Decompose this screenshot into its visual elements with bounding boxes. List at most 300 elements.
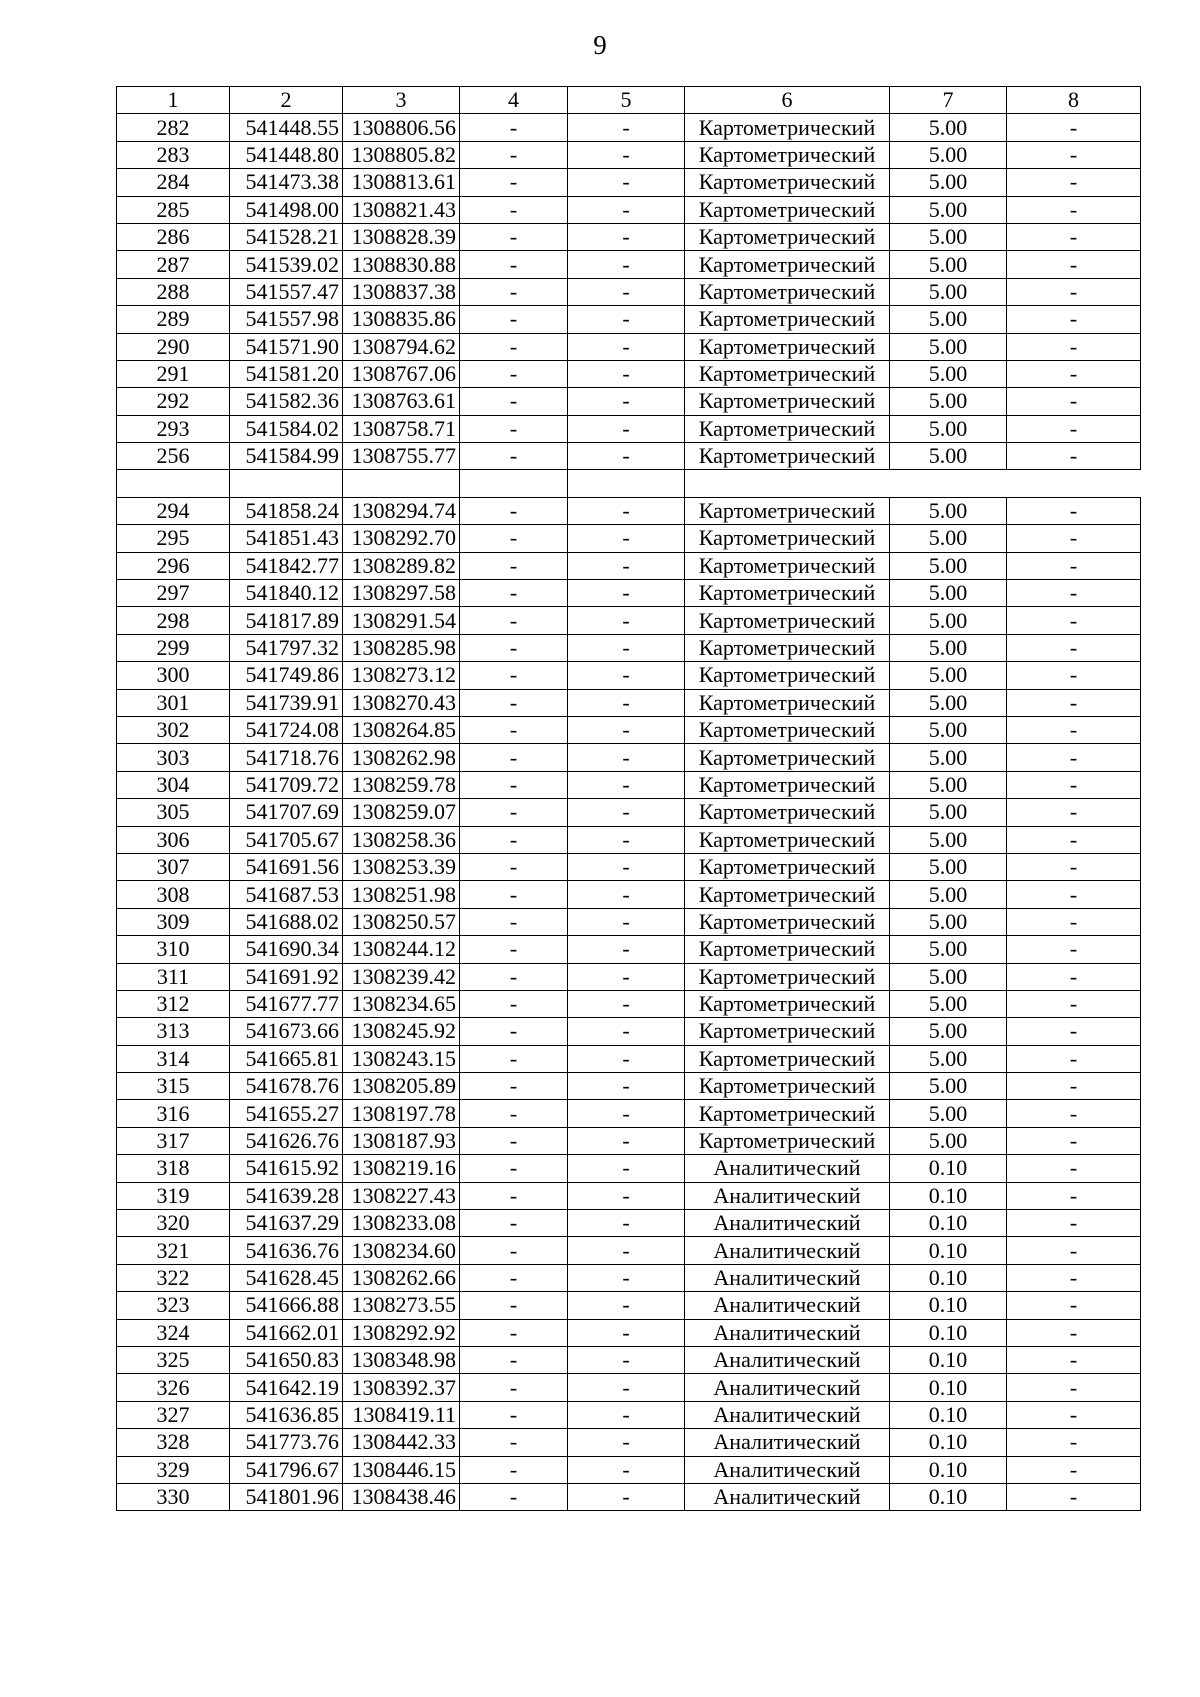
table-cell: Картометрический [685,196,890,223]
table-row [117,744,1141,771]
table-cell: - [568,1210,685,1237]
table-cell: - [460,388,568,415]
table-row [117,1210,1141,1237]
table-cell: - [1007,1045,1141,1072]
table-row [117,936,1141,963]
table-cell: - [1007,990,1141,1017]
table-cell: - [568,1346,685,1373]
table-cell: - [460,1292,568,1319]
table-cell: Картометрический [685,799,890,826]
table-cell: Картометрический [685,278,890,305]
table-cell: - [460,141,568,168]
table-cell: 1308244.12 [343,936,460,963]
table-cell: - [1007,552,1141,579]
table-cell: 1308205.89 [343,1073,460,1100]
table-cell: 541705.67 [230,826,343,853]
table-row [117,141,1141,168]
table-cell: 5.00 [890,744,1007,771]
table-cell: - [460,662,568,689]
table-cell: 541642.19 [230,1374,343,1401]
table-cell: - [568,1483,685,1510]
table-cell: 541584.99 [230,443,343,470]
table-row [117,415,1141,442]
table-cell: Картометрический [685,141,890,168]
table-cell: - [460,1401,568,1428]
table-row [117,1100,1141,1127]
table-cell: - [568,223,685,250]
table-row [117,169,1141,196]
table-cell: - [1007,853,1141,880]
table-cell: - [460,1483,568,1510]
table-cell: - [460,1429,568,1456]
table-cell: - [460,1182,568,1209]
table-cell: 541678.76 [230,1073,343,1100]
table-row [117,278,1141,305]
table-cell: - [1007,607,1141,634]
table-cell: 295 [117,525,230,552]
table-cell: 541448.55 [230,114,343,141]
table-cell: 283 [117,141,230,168]
table-cell: 0.10 [890,1456,1007,1483]
table-cell: 5.00 [890,251,1007,278]
table-cell: 285 [117,196,230,223]
table-cell: Аналитический [685,1210,890,1237]
table-row [117,1045,1141,1072]
table-cell: - [1007,388,1141,415]
table-cell: 1308292.92 [343,1319,460,1346]
table-cell: 1308253.39 [343,853,460,880]
table-cell: 541688.02 [230,908,343,935]
table-cell: - [568,251,685,278]
table-cell: 5.00 [890,114,1007,141]
table-cell: 541687.53 [230,881,343,908]
table-cell: 0.10 [890,1374,1007,1401]
table-cell: Картометрический [685,306,890,333]
table-cell: 541817.89 [230,607,343,634]
page-number: 9 [593,30,607,60]
table-header-row [117,87,1141,114]
table-cell: - [1007,360,1141,387]
table-cell: - [568,1100,685,1127]
table-cell: 541724.08 [230,716,343,743]
table-cell: - [1007,1018,1141,1045]
table-cell: - [1007,1346,1141,1373]
table-cell: 306 [117,826,230,853]
table-cell: 1308227.43 [343,1182,460,1209]
table-cell: - [1007,1374,1141,1401]
table-row [117,1401,1141,1428]
table-row [117,497,1141,524]
table-cell: 1308837.38 [343,278,460,305]
table-row [117,1429,1141,1456]
table-cell: - [568,525,685,552]
table-row [117,333,1141,360]
table-cell: 1 [117,87,230,114]
table-cell: Картометрический [685,388,890,415]
table-cell: Картометрический [685,1127,890,1154]
table-cell: 256 [117,443,230,470]
table-cell: 1308259.78 [343,771,460,798]
table-cell: 1308292.70 [343,525,460,552]
table-cell: Картометрический [685,881,890,908]
table-cell: Картометрический [685,1073,890,1100]
table-cell: - [568,333,685,360]
table-cell: 1308273.55 [343,1292,460,1319]
table-cell: 328 [117,1429,230,1456]
table-cell: 5.00 [890,388,1007,415]
table-cell: 0.10 [890,1346,1007,1373]
table-cell: Картометрический [685,607,890,634]
table-cell: - [460,881,568,908]
table-cell: - [460,963,568,990]
table-cell: 320 [117,1210,230,1237]
table-cell: 5.00 [890,1100,1007,1127]
table-cell: - [460,251,568,278]
empty-cell [1007,470,1141,497]
table-cell: 541691.92 [230,963,343,990]
table-cell: 5.00 [890,552,1007,579]
table-cell: - [1007,1483,1141,1510]
table-cell: 5.00 [890,936,1007,963]
table-cell: Картометрический [685,552,890,579]
empty-cell [117,470,230,497]
table-cell: - [1007,1429,1141,1456]
table-cell: - [1007,771,1141,798]
table-cell: - [1007,580,1141,607]
table-row [117,1374,1141,1401]
table-cell: 541473.38 [230,169,343,196]
table-cell: 1308419.11 [343,1401,460,1428]
table-cell: 287 [117,251,230,278]
table-cell: - [568,278,685,305]
table-cell: - [460,771,568,798]
table-cell: Аналитический [685,1292,890,1319]
table-cell: - [1007,826,1141,853]
table-cell: 288 [117,278,230,305]
table-cell: Аналитический [685,1264,890,1291]
table-cell: 5.00 [890,881,1007,908]
table-cell: - [568,1292,685,1319]
table-cell: - [460,1100,568,1127]
table-cell: 5.00 [890,196,1007,223]
table-cell: - [568,936,685,963]
table-cell: 1308348.98 [343,1346,460,1373]
table-cell: Аналитический [685,1401,890,1428]
table-cell: Аналитический [685,1429,890,1456]
table-row [117,360,1141,387]
table-cell: 5.00 [890,1018,1007,1045]
table-cell: 1308806.56 [343,114,460,141]
table-row [117,771,1141,798]
table-cell: 1308270.43 [343,689,460,716]
table-cell: 541707.69 [230,799,343,826]
table-cell: - [460,415,568,442]
table-cell: 1308234.60 [343,1237,460,1264]
table-cell: Картометрический [685,716,890,743]
table-cell: - [1007,799,1141,826]
table-cell: 5.00 [890,826,1007,853]
table-cell: - [460,689,568,716]
table-cell: 0.10 [890,1264,1007,1291]
table-cell: - [460,1018,568,1045]
table-cell: - [568,1018,685,1045]
table-cell: 294 [117,497,230,524]
table-row [117,580,1141,607]
table-row [117,881,1141,908]
table-cell: - [460,990,568,1017]
table-cell: Картометрический [685,689,890,716]
table-cell: 1308392.37 [343,1374,460,1401]
table-cell: Картометрический [685,826,890,853]
table-cell: - [1007,525,1141,552]
table-cell: - [568,1429,685,1456]
table-cell: - [1007,278,1141,305]
table-cell: 541615.92 [230,1155,343,1182]
empty-cell [890,470,1007,497]
table-cell: - [1007,908,1141,935]
table-cell: - [460,936,568,963]
table-cell: 5.00 [890,908,1007,935]
table-cell: 292 [117,388,230,415]
table-cell: 541690.34 [230,936,343,963]
table-cell: 291 [117,360,230,387]
table-cell: 0.10 [890,1237,1007,1264]
table-cell: - [568,1401,685,1428]
table-cell: - [460,1073,568,1100]
table-cell: Картометрический [685,771,890,798]
table-cell: 1308251.98 [343,881,460,908]
table-cell: - [1007,716,1141,743]
table-cell: 1308219.16 [343,1155,460,1182]
table-cell: 5.00 [890,333,1007,360]
table-cell: 301 [117,689,230,716]
table-cell: 5 [568,87,685,114]
table-cell: 541666.88 [230,1292,343,1319]
table-cell: 282 [117,114,230,141]
table-cell: - [568,169,685,196]
table-cell: 326 [117,1374,230,1401]
table-cell: - [568,990,685,1017]
table-cell: - [460,114,568,141]
table-cell: - [568,662,685,689]
table-cell: 541448.80 [230,141,343,168]
table-cell: - [568,580,685,607]
table-row [117,223,1141,250]
table-cell: - [1007,1073,1141,1100]
empty-cell [685,470,890,497]
table-cell: 5.00 [890,443,1007,470]
table-cell: 541528.21 [230,223,343,250]
table-row [117,689,1141,716]
table-cell: 541626.76 [230,1127,343,1154]
table-cell: 5.00 [890,1045,1007,1072]
table-cell: 2 [230,87,343,114]
table-cell: 317 [117,1127,230,1154]
table-cell: 305 [117,799,230,826]
table-cell: - [568,196,685,223]
table-cell: - [1007,306,1141,333]
empty-cell [343,470,460,497]
table-cell: 5.00 [890,580,1007,607]
table-cell: - [1007,1401,1141,1428]
table-cell: 541851.43 [230,525,343,552]
table-cell: - [1007,114,1141,141]
table-cell: 323 [117,1292,230,1319]
table-row [117,251,1141,278]
table-cell: - [568,388,685,415]
coordinates-table [116,86,1141,1511]
table-cell: - [568,497,685,524]
table-cell: Картометрический [685,634,890,661]
table-cell: - [568,141,685,168]
table-cell: - [568,1045,685,1072]
table-cell: 541718.76 [230,744,343,771]
table-row [117,1155,1141,1182]
table-cell: 297 [117,580,230,607]
table-cell: 541581.20 [230,360,343,387]
table-cell: 1308446.15 [343,1456,460,1483]
table-cell: 0.10 [890,1182,1007,1209]
table-row [117,1319,1141,1346]
table-cell: - [1007,1319,1141,1346]
table-cell: 299 [117,634,230,661]
table-cell: - [568,1182,685,1209]
table-cell: 541637.29 [230,1210,343,1237]
table-cell: - [460,223,568,250]
table-cell: 541749.86 [230,662,343,689]
table-cell: 307 [117,853,230,880]
table-cell: 8 [1007,87,1141,114]
section-separator-row [117,470,1141,497]
table-cell: 298 [117,607,230,634]
table-row [117,1346,1141,1373]
empty-cell [460,470,568,497]
table-cell: - [1007,744,1141,771]
table-cell: - [568,744,685,771]
table-cell: Аналитический [685,1319,890,1346]
empty-cell [568,470,685,497]
table-row [117,1182,1141,1209]
table-cell: 322 [117,1264,230,1291]
table-cell: 1308438.46 [343,1483,460,1510]
table-row [117,1018,1141,1045]
table-cell: 541858.24 [230,497,343,524]
table-cell: - [460,580,568,607]
table-cell: 1308285.98 [343,634,460,661]
table-cell: 304 [117,771,230,798]
table-cell: - [460,716,568,743]
table-cell: 1308767.06 [343,360,460,387]
table-row [117,826,1141,853]
table-cell: 313 [117,1018,230,1045]
table-cell: 319 [117,1182,230,1209]
table-cell: - [1007,141,1141,168]
table-cell: 1308245.92 [343,1018,460,1045]
table-cell: 541628.45 [230,1264,343,1291]
table-cell: 5.00 [890,716,1007,743]
table-cell: 5.00 [890,525,1007,552]
table-cell: 300 [117,662,230,689]
table-cell: - [460,744,568,771]
table-cell: 315 [117,1073,230,1100]
table-cell: 293 [117,415,230,442]
table-cell: - [460,497,568,524]
table-cell: - [460,306,568,333]
table-cell: - [568,881,685,908]
table-cell: 0.10 [890,1401,1007,1428]
table-row [117,716,1141,743]
table-cell: 0.10 [890,1483,1007,1510]
table-row [117,853,1141,880]
table-cell: 324 [117,1319,230,1346]
table-cell: 0.10 [890,1319,1007,1346]
table-cell: - [568,607,685,634]
table-cell: - [568,114,685,141]
table-cell: 5.00 [890,1127,1007,1154]
table-cell: - [1007,936,1141,963]
table-cell: - [1007,1264,1141,1291]
table-cell: 541584.02 [230,415,343,442]
table-cell: Аналитический [685,1155,890,1182]
table-cell: Картометрический [685,114,890,141]
table-cell: - [460,1456,568,1483]
table-cell: - [460,1374,568,1401]
table-row [117,306,1141,333]
table-cell: 303 [117,744,230,771]
table-cell: 7 [890,87,1007,114]
table-cell: 1308262.98 [343,744,460,771]
table-row [117,552,1141,579]
table-cell: 296 [117,552,230,579]
table-cell: 290 [117,333,230,360]
table-cell: 318 [117,1155,230,1182]
table-row [117,1292,1141,1319]
table-row [117,963,1141,990]
table-cell: Картометрический [685,853,890,880]
table-cell: - [568,826,685,853]
table-cell: 5.00 [890,689,1007,716]
table-cell: 0.10 [890,1155,1007,1182]
table-cell: 541582.36 [230,388,343,415]
table-cell: 5.00 [890,415,1007,442]
table-cell: - [568,552,685,579]
table-cell: 311 [117,963,230,990]
table-cell: 1308239.42 [343,963,460,990]
table-cell: - [568,306,685,333]
table-cell: 330 [117,1483,230,1510]
table-cell: Картометрический [685,223,890,250]
table-cell: 1308289.82 [343,552,460,579]
table-cell: 541636.85 [230,1401,343,1428]
table-cell: 1308233.08 [343,1210,460,1237]
table-cell: - [568,799,685,826]
table-row [117,634,1141,661]
table-cell: - [568,634,685,661]
table-cell: - [1007,415,1141,442]
table-cell: - [1007,963,1141,990]
table-cell: - [568,415,685,442]
table-cell: 541709.72 [230,771,343,798]
table-cell: 541498.00 [230,196,343,223]
table-cell: 284 [117,169,230,196]
table-cell: 5.00 [890,662,1007,689]
table-cell: 541673.66 [230,1018,343,1045]
table-cell: 541801.96 [230,1483,343,1510]
table-cell: - [1007,634,1141,661]
table-cell: - [460,1127,568,1154]
table-cell: 1308835.86 [343,306,460,333]
table-cell: 0.10 [890,1429,1007,1456]
